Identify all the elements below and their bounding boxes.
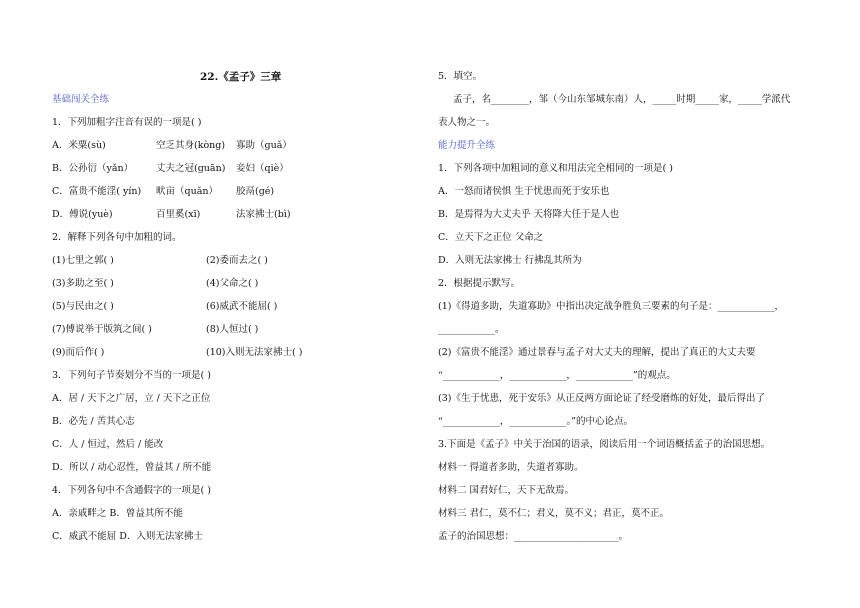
q3-option-b: B．必先 / 苦其心志 [52, 416, 135, 427]
q1-option-c-2: 畎亩（quǎn） [156, 186, 218, 197]
question-1-stem: 1．下列加粗字注音有误的一项是( ) [52, 117, 202, 128]
section-heading-advanced: 能力提升全练 [438, 140, 496, 151]
q2-item-2: (2)委而去之( ) [206, 255, 268, 266]
q3-option-a: A．居 / 天下之广居，立 / 天下之正位 [52, 393, 211, 404]
adv-q1-option-b: B．是焉得为大丈夫乎 天将降大任于是人也 [438, 209, 620, 220]
q1-option-b-3: 妾妇（qiè） [236, 163, 289, 174]
adv-question-2-stem: 2．根据提示默写。 [438, 278, 521, 289]
question-5-stem: 5．填空。 [438, 71, 483, 82]
material-2: 材料二 国君好仁，天下无敌焉。 [438, 485, 575, 496]
adv-question-1-stem: 1．下列各项中加粗词的意义和用法完全相同的一项是( ) [438, 163, 673, 174]
q1-option-a-1: A．米粟(sù) [52, 140, 106, 151]
question-2-stem: 2．解释下列各句中加粗的词。 [52, 232, 182, 243]
q1-option-d-2: 百里奚(xī) [156, 209, 201, 220]
adv-q2-part-2-line-1: (2)《富贵不能淫》通过景春与孟子对大丈夫的理解，提出了真正的大丈夫要 [438, 347, 756, 358]
q4-options-cd: C．威武不能屈 D．入则无法家拂士 [52, 531, 203, 542]
adv-question-3-stem: 3.下面是《孟子》中关于治国的语录，阅读后用一个词语概括孟子的治国思想。 [438, 439, 771, 450]
q1-option-b-1: B．公孙衍（yǎn） [52, 163, 134, 174]
adv-q1-option-c: C．立天下之正位 父命之 [438, 232, 544, 243]
q2-item-3: (3)多助之至( ) [52, 278, 114, 289]
q2-item-4: (4)父命之( ) [206, 278, 259, 289]
q2-item-7: (7)傅说举于版筑之间( ) [52, 324, 152, 335]
q1-option-d-3: 法家拂士(bì) [236, 209, 291, 220]
adv-q2-part-3-line-1: (3)《生于忧患，死于安乐》从正反两方面论证了经受磨炼的好处，最后得出了 [438, 393, 765, 404]
q1-option-d-1: D．傅说(yuè) [52, 209, 113, 220]
q1-option-c-3: 胶鬲(gé) [236, 186, 275, 197]
q1-option-a-3: 寡助（guǎ） [236, 140, 292, 151]
section-heading-basic: 基础闯关全练 [52, 94, 110, 105]
q2-item-10: (10)入则无法家拂士( ) [206, 347, 303, 358]
adv-q1-option-a: A．一怒而诸侯惧 生于忧患而死于安乐也 [438, 186, 610, 197]
question-3-stem: 3．下列句子节奏划分不当的一项是( ) [52, 370, 211, 381]
q2-item-6: (6)威武不能屈( ) [206, 301, 278, 312]
adv-q2-part-1-line-2: ____________。 [438, 324, 505, 335]
q5-fill-line-2: 表人物之一。 [438, 117, 496, 128]
answer-line: 孟子的治国思想：______________________。 [438, 531, 629, 542]
q3-option-d: D．所以 / 动心忍性，曾益其 / 所不能 [52, 462, 212, 473]
q3-option-c: C．人 / 恒过，然后 / 能改 [52, 439, 164, 450]
adv-q2-part-2-line-2: “____________，____________，____________”的观点。 [438, 370, 676, 381]
q2-item-5: (5)与民由之( ) [52, 301, 114, 312]
q2-item-1: (1)七里之郭( ) [52, 255, 114, 266]
adv-q1-option-d: D．入则无法家拂士 行拂乱其所为 [438, 255, 582, 266]
adv-q2-part-3-line-2: “____________，____________。”的中心论点。 [438, 416, 633, 427]
q5-fill-line-1: 孟子，名________，邹（今山东邹城东南）人，_____时期_____家，_____学派代 [453, 94, 791, 105]
q4-options-ab: A．亲戚畔之 B．曾益其所不能 [52, 508, 183, 519]
q1-option-c-1: C．富贵不能淫( yín) [52, 186, 142, 197]
material-3: 材料三 君仁，莫不仁；君义，莫不义；君正，莫不正。 [438, 508, 670, 519]
page-title: 22.《孟子》三章 [200, 71, 282, 83]
adv-q2-part-1-line-1: (1)《得道多助，失道寡助》中指出决定战争胜负三要素的句子是：____________， [438, 301, 784, 312]
q1-option-b-2: 丈夫之冠(guān) [156, 163, 226, 174]
q2-item-8: (8)人恒过( ) [206, 324, 259, 335]
question-4-stem: 4．下列各句中不含通假字的一项是( ) [52, 485, 211, 496]
q2-item-9: (9)而后作( ) [52, 347, 105, 358]
material-1: 材料一 得道者多助，失道者寡助。 [438, 462, 584, 473]
q1-option-a-2: 空乏其身(kòng) [156, 140, 226, 151]
